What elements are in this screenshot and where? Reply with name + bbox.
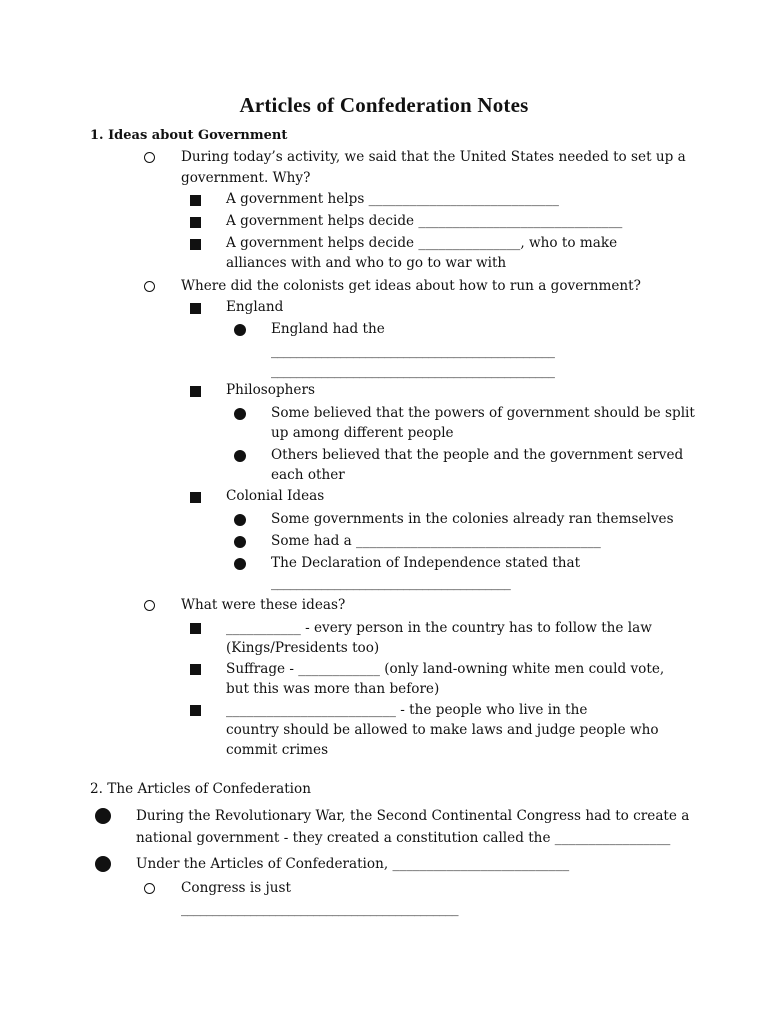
question-text: government. Why? <box>181 170 311 186</box>
question-text: Where did the colonists get ideas about how to run a government? <box>181 278 641 294</box>
list-item-continuation: national government - they created a constitution called the _________________ <box>136 830 671 846</box>
sub-item: England had the <box>271 321 385 337</box>
list-item: Colonial Ideas <box>226 488 325 504</box>
square-bullet-icon <box>190 195 201 206</box>
blank-line: _____________________________________________ <box>271 363 555 379</box>
square-bullet-icon <box>190 705 201 716</box>
sub-item: Some governments in the colonies already ran themselves <box>271 511 674 527</box>
list-item: Suffrage - ____________ (only land-owning white men could vote, <box>226 661 665 677</box>
square-bullet-icon <box>190 217 201 228</box>
section-heading: 2. The Articles of Confederation <box>90 781 311 797</box>
question-text: What were these ideas? <box>181 597 346 613</box>
section-heading: 1. Ideas about Government <box>90 128 288 143</box>
list-item: A government helps decide _______________, who to make <box>226 235 618 251</box>
list-item: A government helps decide ______________________________ <box>226 213 623 229</box>
list-item-continuation: but this was more than before) <box>226 681 440 697</box>
list-item: Philosophers <box>226 382 315 398</box>
blank-line: _____________________________________________ <box>271 343 555 359</box>
dot-bullet-icon <box>234 514 246 526</box>
square-bullet-icon <box>190 623 201 634</box>
dot-bullet-icon <box>234 450 246 462</box>
list-item: During the Revolutionary War, the Second Continental Congress had to create a <box>136 808 690 824</box>
circle-bullet-icon <box>144 883 155 894</box>
page-title: Articles of Confederation Notes <box>239 93 529 117</box>
square-bullet-icon <box>190 492 201 503</box>
sub-item: The Declaration of Independence stated that <box>271 555 581 571</box>
large-dot-bullet-icon <box>95 856 111 872</box>
list-item-continuation: commit crimes <box>226 742 329 758</box>
blank-line: ____________________________________________ <box>181 901 459 917</box>
dot-bullet-icon <box>234 324 246 336</box>
circle-bullet-icon <box>144 281 155 292</box>
list-item: _________________________ - the people who live in the <box>226 702 588 718</box>
sub-item: Some believed that the powers of government should be split <box>271 405 695 421</box>
list-item-continuation: (Kings/Presidents too) <box>226 640 380 656</box>
dot-bullet-icon <box>234 558 246 570</box>
sub-item: Some had a ____________________________________ <box>271 533 601 549</box>
list-item: Under the Articles of Confederation, __________________________ <box>136 856 570 872</box>
square-bullet-icon <box>190 386 201 397</box>
large-dot-bullet-icon <box>95 808 111 824</box>
square-bullet-icon <box>190 239 201 250</box>
question-text: During today’s activity, we said that the United States needed to set up a <box>181 149 686 165</box>
square-bullet-icon <box>190 664 201 675</box>
list-item: A government helps ____________________________ <box>226 191 559 207</box>
sub-item: up among different people <box>271 425 454 441</box>
dot-bullet-icon <box>234 536 246 548</box>
sub-item: each other <box>271 467 345 483</box>
list-item: ___________ - every person in the country has to follow the law <box>226 620 652 636</box>
list-item-continuation: alliances with and who to go to war with <box>226 255 507 271</box>
square-bullet-icon <box>190 303 201 314</box>
list-item: England <box>226 299 284 315</box>
list-item-continuation: country should be allowed to make laws and judge people who <box>226 722 659 738</box>
sub-item: Others believed that the people and the government served <box>271 447 684 463</box>
circle-bullet-icon <box>144 152 155 163</box>
circle-bullet-icon <box>144 600 155 611</box>
sub-item: Congress is just <box>181 880 291 896</box>
dot-bullet-icon <box>234 408 246 420</box>
blank-line: ______________________________________ <box>271 575 511 591</box>
